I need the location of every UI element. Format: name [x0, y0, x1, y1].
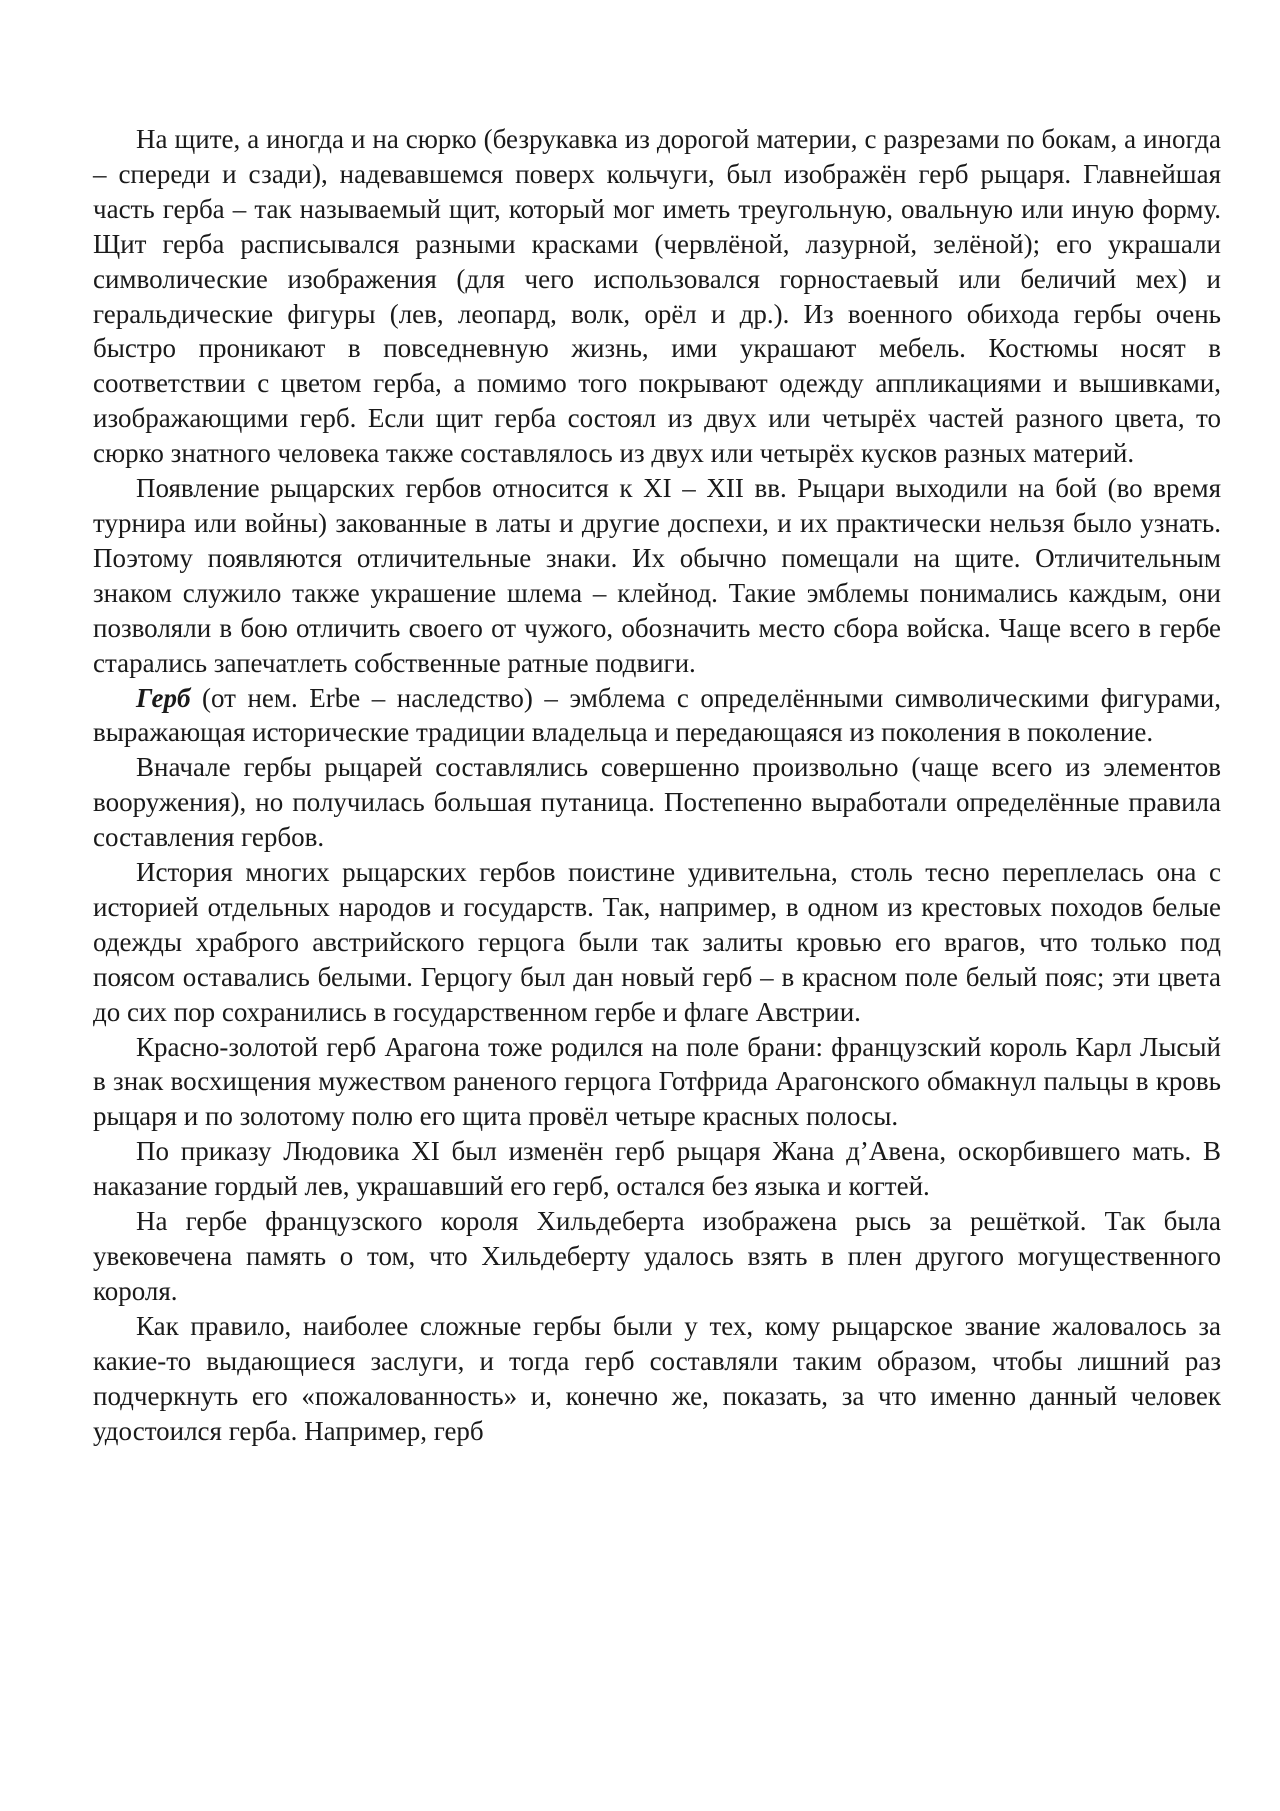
- paragraph-definition: [93, 681, 1221, 751]
- definition-text: (от нем. Erbe – наследство) – эмблема с определёнными символическими фигурами, выражающая исторические традиции владельца и передающаяся из поколения в поколение.: [93, 682, 1221, 748]
- paragraph-aragon: Красно-золотой герб Арагона тоже родился на поле брани: французский король Карл Лысый в знак восхищения мужеством раненого герцога Готфрида Арагонского обмакнул пальцы в кровь рыцаря и по золотому полю его щита провёл четыре красных полосы.: [93, 1031, 1221, 1132]
- paragraph-complex-arms: Как правило, наиболее сложные гербы были у тех, кому рыцарское звание жаловалось за какие-то выдающиеся заслуги, и тогда герб составляли таким образом, чтобы лишний раз подчеркнуть его «пожалованность» и, конечно же, показать, за что именно данный человек удостоился герба. Например, герб: [93, 1310, 1221, 1446]
- definition-term: Герб: [136, 682, 191, 713]
- paragraph-childebert: На гербе французского короля Хильдеберта изображена рысь за решёткой. Так была увековечена память о том, что Хильдеберту удалось взять в плен другого могущественного короля.: [93, 1206, 1221, 1306]
- paragraph-austria: История многих рыцарских гербов поистине удивительна, столь тесно переплелась она с историей отдельных народов и государств. Так, например, в одном из крестовых походов белые одежды храброго австрийского герцога были так залиты кровью его врагов, что только под поясом оставались белыми. Герцогу был дан новый герб – в красном поле белый пояс; эти цвета до сих пор сохранились в государственном гербе и флаге Австрии.: [93, 857, 1221, 1027]
- paragraph-origin-of-arms: Появление рыцарских гербов относится к XI – XII вв. Рыцари выходили на бой (во время турнира или войны) закованные в латы и другие доспехи, и их практически нельзя было узнать. Поэтому появляются отличительные знаки. Их обычно помещали на щите. Отличительным знаком служило также украшение шлема – клейнод. Такие эмблемы понимались каждым, они позволяли в бою отличить своего от чужого, обозначить место сбора войска. Чаще всего в гербе старались запечатлеть собственные ратные подвиги.: [93, 473, 1221, 678]
- document-page: [93, 122, 1221, 1448]
- paragraph-louis-xi: По приказу Людовика XI был изменён герб рыцаря Жана д’Авена, оскорбившего мать. В наказание гордый лев, украшавший его герб, остался без языка и когтей.: [93, 1136, 1221, 1202]
- paragraph-rules: Вначале гербы рыцарей составлялись совершенно произвольно (чаще всего из элементов вооружения), но получилась большая путаница. Постепенно выработали определённые правила составления гербов.: [93, 752, 1221, 853]
- paragraph-shield-surcoat: На щите, а иногда и на сюрко (безрукавка из дорогой материи, с разрезами по бокам, а иногда – спереди и сзади), надевавшемся поверх кольчуги, был изображён герб рыцаря. Главнейшая часть герба – так называемый щит, который мог иметь треугольную, овальную или иную форму. Щит герба расписывался разными красками (червлёной, лазурной, зелёной); его украшали символические изображения (для чего использовался горностаевый или беличий мех) и геральдические фигуры (лев, леопард, волк, орёл и др.). Из военного обихода гербы очень быстро проникают в повседневную жизнь, ими украшают мебель. Костюмы носят в соответствии с цветом герба, а помимо того покрывают одежду аппликациями и вышивками, изображающими герб. Если щит герба состоял из двух или четырёх частей разного цвета, то сюрко знатного человека также составлялось из двух или четырёх кусков разных материй.: [93, 124, 1221, 469]
